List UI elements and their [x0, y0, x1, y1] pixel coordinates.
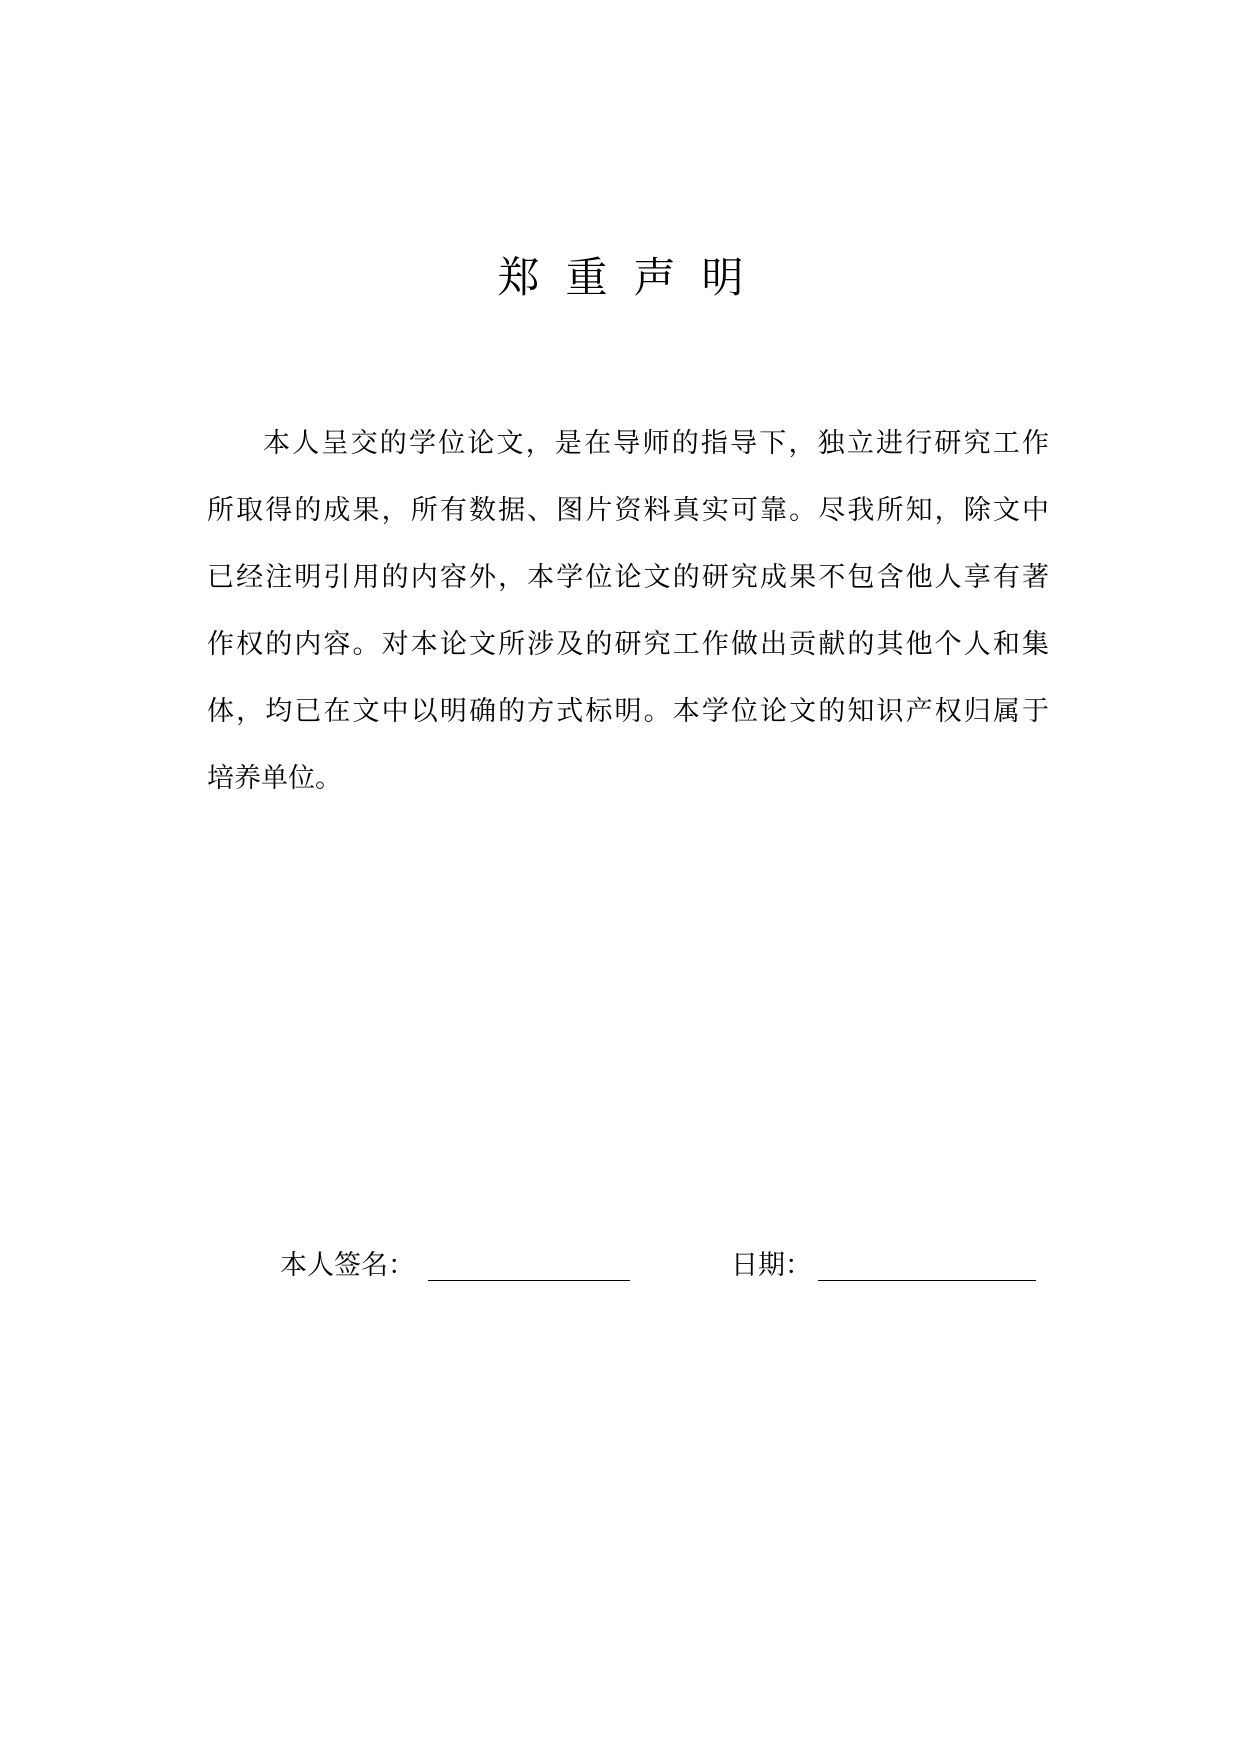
title-char: 郑: [497, 253, 540, 302]
paragraph-line: 所取得的成果，所有数据、图片资料真实可靠。尽我所知，除文中: [207, 495, 1049, 526]
title-char: 重: [565, 253, 608, 302]
title-char: 声: [633, 253, 676, 302]
paragraph-line: 已经注明引用的内容外，本学位论文的研究成果不包含他人享有著: [207, 562, 1049, 593]
signature-row: [0, 1242, 1241, 1290]
title-char: 明: [701, 253, 744, 302]
declaration-paragraph: [207, 410, 1049, 812]
signature-blank: [428, 1280, 630, 1281]
paragraph-line: 体，均已在文中以明确的方式标明。本学位论文的知识产权归属于: [207, 696, 1049, 727]
paragraph-line: 作权的内容。对本论文所涉及的研究工作做出贡献的其他个人和集: [207, 629, 1049, 660]
paragraph-line: 培养单位。: [207, 763, 342, 794]
paragraph-line: 本人呈交的学位论文，是在导师的指导下，独立进行研究工作: [263, 428, 1049, 459]
signature-label: 本人签名：: [280, 1250, 415, 1281]
date-label: 日期：: [731, 1250, 812, 1281]
date-blank: [818, 1280, 1036, 1281]
page-title: [0, 252, 1241, 304]
